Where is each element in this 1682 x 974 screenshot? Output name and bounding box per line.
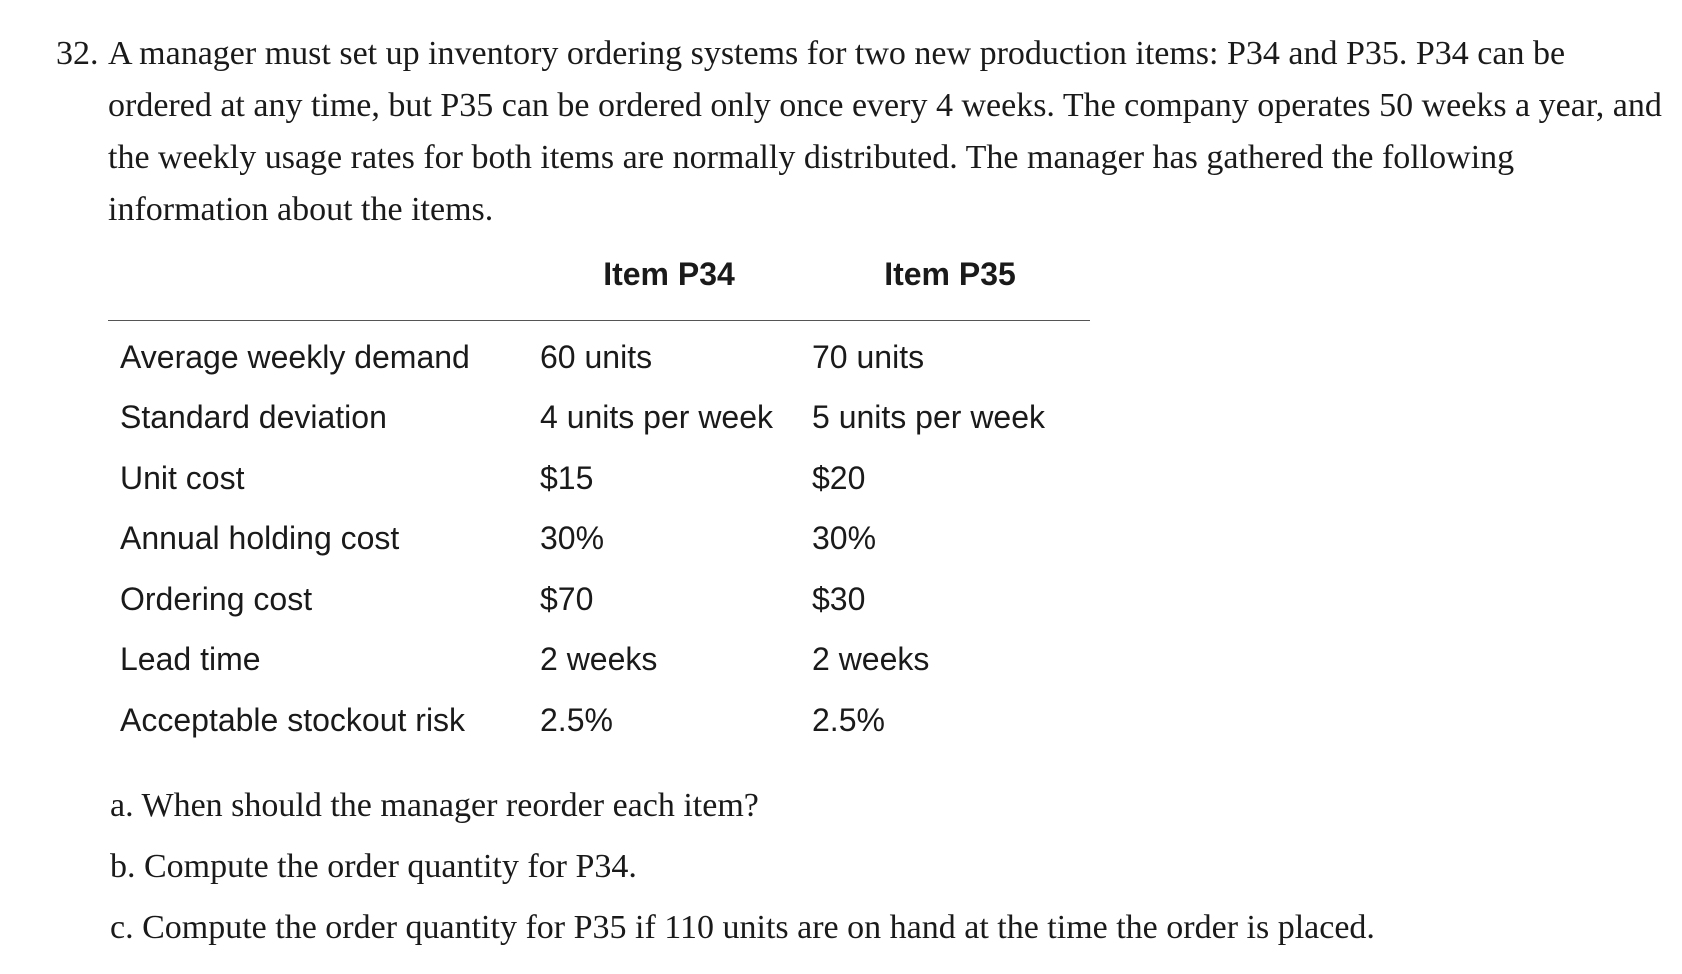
p35-value: 70 units — [812, 338, 925, 375]
p35-value: 2 weeks — [812, 641, 930, 678]
problem-statement — [56, 28, 1662, 236]
p35-value: 5 units per week — [812, 399, 1046, 436]
row-label: Acceptable stockout risk — [120, 701, 466, 738]
table-row — [108, 690, 1090, 751]
p34-value: 60 units — [540, 338, 653, 375]
question-list — [110, 775, 1375, 958]
row-label: Average weekly demand — [120, 338, 470, 375]
p34-value: $15 — [540, 459, 594, 496]
table-row — [108, 569, 1090, 630]
row-label: Standard deviation — [120, 399, 387, 436]
table-row — [108, 321, 1090, 388]
table-row — [108, 509, 1090, 570]
p35-value: 2.5% — [812, 701, 885, 738]
p34-value: 30% — [540, 520, 605, 557]
p35-value: 30% — [812, 520, 877, 557]
table-header-row — [108, 256, 1090, 321]
table-row — [108, 388, 1090, 449]
problem-text: A manager must set up inventory ordering systems for two new production items: P34 and P35. P34 can be ordered at any time, but P35 can be ordered only once every 4 weeks. The company operates 50 weeks a year, and the weekly usage rates for both items are normally distributed. The manager has gathered the following information about the items. — [108, 35, 1662, 228]
row-label: Annual holding cost — [120, 520, 400, 557]
question-c: c. Compute the order quantity for P35 if 110 units are on hand at the time the order is placed. — [110, 909, 1375, 946]
p35-value: $20 — [812, 459, 866, 496]
table-header-p34: Item P34 — [528, 256, 810, 321]
table-row — [108, 630, 1090, 691]
table-row — [108, 448, 1090, 509]
question-a: a. When should the manager reorder each item? — [110, 787, 759, 824]
row-label: Unit cost — [120, 459, 245, 496]
table-header-blank — [108, 256, 528, 321]
p34-value: 4 units per week — [540, 399, 774, 436]
p35-value: $30 — [812, 580, 866, 617]
p34-value: 2.5% — [540, 701, 613, 738]
p34-value: $70 — [540, 580, 594, 617]
problem-number: 32. — [56, 35, 99, 72]
table-header-p35: Item P35 — [810, 256, 1090, 321]
row-label: Lead time — [120, 641, 261, 678]
row-label: Ordering cost — [120, 580, 313, 617]
item-data-table — [108, 256, 1090, 751]
p34-value: 2 weeks — [540, 641, 658, 678]
question-b: b. Compute the order quantity for P34. — [110, 848, 637, 885]
